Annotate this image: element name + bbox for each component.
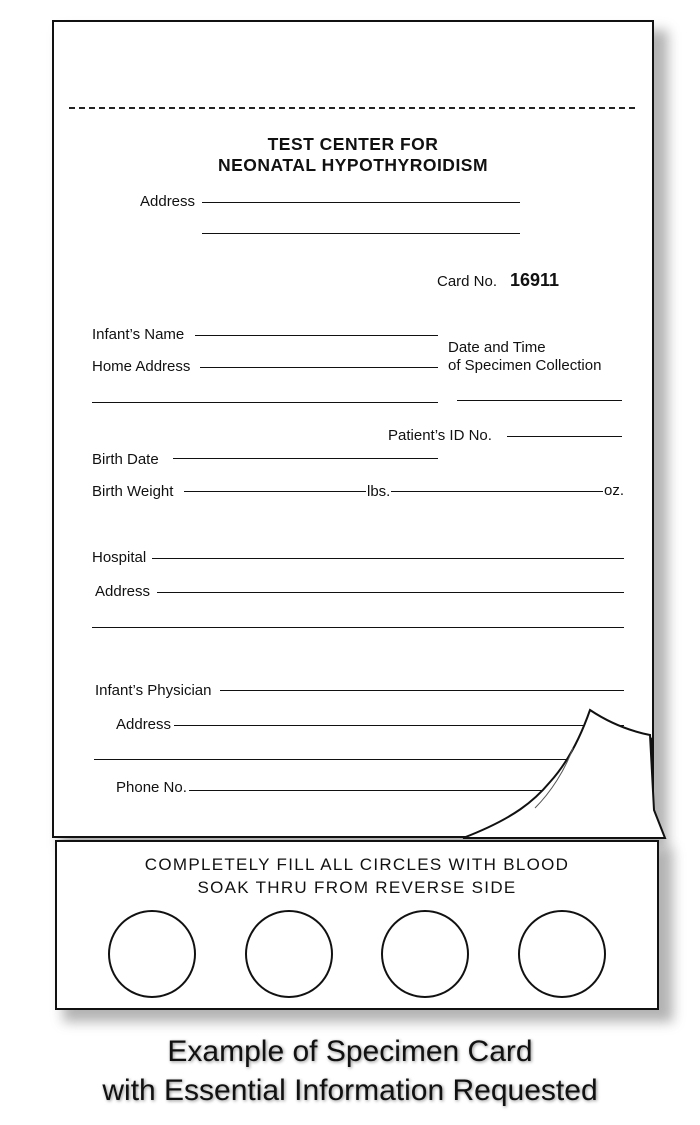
- tear-line: [69, 107, 635, 109]
- blood-spot-circle-4[interactable]: [518, 910, 606, 998]
- page-curl-graphic: [455, 700, 670, 845]
- caption-line1: Example of Specimen Card: [167, 1035, 533, 1068]
- birth-date-label: Birth Date: [92, 451, 159, 468]
- card-no-value: 16911: [510, 270, 560, 290]
- strip-instruction-line2: SOAK THRU FROM REVERSE SIDE: [197, 878, 517, 897]
- home-address-line-2[interactable]: [92, 402, 438, 403]
- birth-date-line[interactable]: [173, 458, 438, 459]
- blood-spot-circle-2[interactable]: [245, 910, 333, 998]
- hospital-address-line-1[interactable]: [157, 592, 624, 593]
- blood-spot-strip: [55, 840, 659, 1010]
- birth-weight-lbs-line[interactable]: [184, 491, 366, 492]
- caption-line2: with Essential Information Requested: [102, 1074, 598, 1107]
- home-address-line-1[interactable]: [200, 367, 438, 368]
- date-time-line[interactable]: [457, 400, 622, 401]
- hospital-line[interactable]: [152, 558, 624, 559]
- blood-spot-circle-3[interactable]: [381, 910, 469, 998]
- infant-name-line[interactable]: [195, 335, 438, 336]
- birth-weight-label: Birth Weight: [92, 483, 174, 500]
- center-address-line-1[interactable]: [202, 202, 520, 203]
- hospital-address-line-2[interactable]: [92, 627, 624, 628]
- card-title-line1: TEST CENTER FOR: [267, 134, 439, 154]
- birth-weight-oz-line[interactable]: [391, 491, 603, 492]
- phone-label: Phone No.: [116, 779, 187, 796]
- physician-address-label: Address: [116, 716, 172, 733]
- strip-instruction-line1: COMPLETELY FILL ALL CIRCLES WITH BLOOD: [144, 855, 570, 874]
- physician-line[interactable]: [220, 690, 624, 691]
- date-time-label-line1: Date and Time: [448, 339, 546, 356]
- center-address-line-2[interactable]: [202, 233, 520, 234]
- patient-id-label: Patient’s ID No.: [388, 427, 492, 444]
- card-title-line2: NEONATAL HYPOTHYROIDISM: [217, 155, 489, 175]
- lbs-label: lbs.: [367, 483, 391, 500]
- blood-spot-circle-1[interactable]: [108, 910, 196, 998]
- center-address-label: Address: [140, 193, 196, 210]
- date-time-label-line2: of Specimen Collection: [448, 357, 602, 374]
- curl-flap: [463, 710, 665, 838]
- home-address-label: Home Address: [92, 358, 191, 375]
- physician-label: Infant’s Physician: [95, 682, 212, 699]
- oz-label: oz.: [604, 482, 625, 499]
- hospital-label: Hospital: [92, 549, 147, 566]
- card-no-label: Card No.: [437, 273, 498, 290]
- patient-id-line[interactable]: [507, 436, 622, 437]
- infant-name-label: Infant’s Name: [92, 326, 185, 343]
- hospital-address-label: Address: [95, 583, 151, 600]
